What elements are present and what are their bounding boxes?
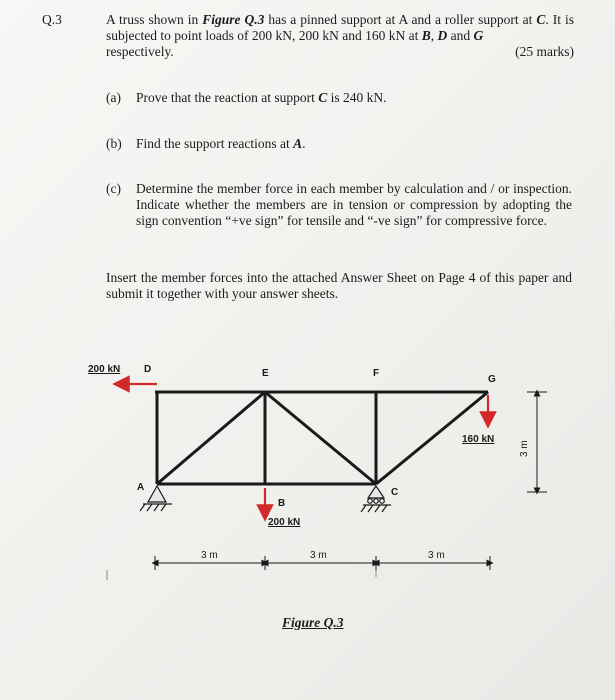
dimension-span-1: 3 m (201, 550, 218, 561)
node-label-d: D (144, 364, 152, 375)
dimension-height: 3 m (519, 440, 530, 457)
part-text: Prove that the reaction at support C is 240 kN. (136, 90, 387, 105)
node-b-ref: B (421, 28, 431, 43)
figure-caption: Figure Q.3 (282, 615, 344, 630)
node-label-e: E (262, 368, 269, 379)
load-label-b: 200 kN (268, 517, 301, 528)
part-text: Find the support reactions at A. (136, 136, 306, 151)
figure-reference: Figure Q.3 (202, 12, 265, 27)
question-number: Q.3 (42, 12, 62, 27)
support-c-ref: C (536, 12, 546, 27)
load-label-d: 200 kN (88, 364, 121, 375)
member-ae (157, 392, 265, 484)
node-label-c: C (391, 487, 399, 498)
member-ec (265, 392, 376, 484)
truss-members (155, 392, 488, 484)
intro-text: and (447, 28, 474, 43)
load-label-g: 160 kN (462, 434, 495, 445)
marks: (25 marks) (515, 44, 574, 59)
roller-support-c (361, 486, 391, 512)
intro-text: A truss shown in (106, 12, 203, 27)
part-label: (c) (106, 181, 121, 196)
dimension-span-2: 3 m (310, 550, 327, 561)
pin-support-a (140, 486, 172, 511)
node-d-ref: D (437, 28, 448, 43)
dimension-span-3: 3 m (428, 550, 445, 561)
intro-text: . It is subjected to point loads of 200 kN, 200 kN and 160 kN at (106, 12, 574, 43)
intro-text: respectively. (106, 44, 174, 59)
node-label-a: A (137, 482, 145, 493)
vertical-dimension (527, 392, 547, 492)
node-label-g: G (488, 374, 496, 385)
intro-text: , (430, 28, 438, 43)
part-text: Determine the member force in each member by calculation and / or inspection. Indicate whether the members are in tension or compression by adopting the sign convention “+ve sign” for tensile and “-ve sign” for compressive force. (136, 181, 572, 228)
intro-text: has a pinned support at A and a roller support at (264, 12, 537, 27)
node-g-ref: G (473, 28, 484, 43)
part-label: (a) (106, 90, 121, 105)
part-label: (b) (106, 136, 122, 151)
instruction: Insert the member forces into the attached Answer Sheet on Page 4 of this paper and submit it together with your answer sheets. (106, 270, 572, 301)
node-label-b: B (278, 498, 286, 509)
node-label-f: F (373, 368, 380, 379)
